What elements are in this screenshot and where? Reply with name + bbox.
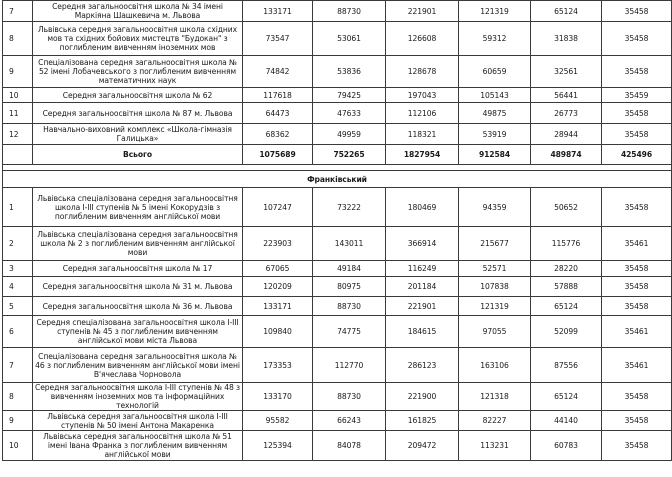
school-name: Львівська спеціалізована середня загальноосвітня школа І-ІІІ ступенів № 5 імені Кокорудзів з поглибленим вивченням англійської мови	[33, 188, 243, 227]
value-cell: 35458	[602, 277, 672, 297]
value-cell: 28944	[531, 124, 602, 145]
value-cell: 47633	[313, 103, 386, 124]
value-cell: 120209	[243, 277, 313, 297]
value-cell: 52571	[459, 261, 531, 277]
table-row	[3, 277, 672, 297]
row-number: 2	[3, 227, 33, 261]
value-cell: 221900	[386, 383, 459, 411]
value-cell: 121318	[459, 383, 531, 411]
total-value: 425496	[602, 145, 672, 165]
value-cell: 121319	[459, 297, 531, 316]
district-header-row	[3, 171, 672, 188]
row-number: 7	[3, 1, 33, 22]
row-number: 12	[3, 124, 33, 145]
row-number: 3	[3, 261, 33, 277]
table-row	[3, 431, 672, 461]
table-row	[3, 348, 672, 383]
value-cell: 88730	[313, 1, 386, 22]
value-cell: 60659	[459, 56, 531, 88]
value-cell: 121319	[459, 1, 531, 22]
value-cell: 161825	[386, 411, 459, 431]
row-number: 10	[3, 431, 33, 461]
value-cell: 65124	[531, 297, 602, 316]
school-name: Середня загальноосвітня школа № 87 м. Львова	[33, 103, 243, 124]
value-cell: 74842	[243, 56, 313, 88]
table-row	[3, 1, 672, 22]
school-name: Львівська спеціалізована середня загальноосвітня школа № 2 з поглибленим вивченням англійської мови	[33, 227, 243, 261]
value-cell: 35459	[602, 88, 672, 103]
value-cell: 209472	[386, 431, 459, 461]
value-cell: 65124	[531, 383, 602, 411]
value-cell: 221901	[386, 1, 459, 22]
value-cell: 50652	[531, 188, 602, 227]
value-cell: 107247	[243, 188, 313, 227]
value-cell: 35458	[602, 1, 672, 22]
table-row	[3, 316, 672, 348]
total-label: Всього	[33, 145, 243, 165]
value-cell: 31838	[531, 22, 602, 56]
value-cell: 105143	[459, 88, 531, 103]
row-number: 9	[3, 56, 33, 88]
total-row	[3, 145, 672, 165]
value-cell: 112770	[313, 348, 386, 383]
value-cell: 35458	[602, 383, 672, 411]
table-row	[3, 227, 672, 261]
value-cell: 173353	[243, 348, 313, 383]
value-cell: 180469	[386, 188, 459, 227]
value-cell: 49184	[313, 261, 386, 277]
value-cell: 286123	[386, 348, 459, 383]
row-number: 1	[3, 188, 33, 227]
value-cell: 35458	[602, 103, 672, 124]
value-cell: 44140	[531, 411, 602, 431]
value-cell: 107838	[459, 277, 531, 297]
row-number: 8	[3, 383, 33, 411]
value-cell: 113231	[459, 431, 531, 461]
value-cell: 126608	[386, 22, 459, 56]
school-name: Середня загальноосвітня школа № 34 імені Маркіяна Шашкевича м. Львова	[33, 1, 243, 22]
school-name: Середня загальноосвітня школа № 36 м. Львова	[33, 297, 243, 316]
row-number: 6	[3, 316, 33, 348]
value-cell: 59312	[459, 22, 531, 56]
value-cell: 94359	[459, 188, 531, 227]
value-cell: 117618	[243, 88, 313, 103]
school-name: Середня загальноосвітня школа І-ІІІ ступенів № 48 з вивченням іноземних мов та інформаційних технологій	[33, 383, 243, 411]
value-cell: 35458	[602, 22, 672, 56]
value-cell: 35458	[602, 297, 672, 316]
table-body	[3, 1, 672, 461]
row-number: 7	[3, 348, 33, 383]
table-row	[3, 383, 672, 411]
value-cell: 49959	[313, 124, 386, 145]
value-cell: 53919	[459, 124, 531, 145]
value-cell: 125394	[243, 431, 313, 461]
value-cell: 35458	[602, 188, 672, 227]
value-cell: 143011	[313, 227, 386, 261]
value-cell: 201184	[386, 277, 459, 297]
value-cell: 32561	[531, 56, 602, 88]
school-name: Середня загальноосвітня школа № 31 м. Львова	[33, 277, 243, 297]
value-cell: 215677	[459, 227, 531, 261]
value-cell: 223903	[243, 227, 313, 261]
value-cell: 97055	[459, 316, 531, 348]
district-name: Франківський	[3, 171, 672, 188]
table-row	[3, 411, 672, 431]
value-cell: 28220	[531, 261, 602, 277]
value-cell: 115776	[531, 227, 602, 261]
value-cell: 35461	[602, 227, 672, 261]
total-value: 1827954	[386, 145, 459, 165]
value-cell: 82227	[459, 411, 531, 431]
value-cell: 60783	[531, 431, 602, 461]
budget-table	[2, 0, 672, 461]
value-cell: 74775	[313, 316, 386, 348]
value-cell: 133170	[243, 383, 313, 411]
school-name: Спеціалізована середня загальноосвітня школа № 52 імені Лобачевського з поглибленим вивченням математичних наук	[33, 56, 243, 88]
value-cell: 133171	[243, 1, 313, 22]
value-cell: 52099	[531, 316, 602, 348]
value-cell: 95582	[243, 411, 313, 431]
school-name: Львівська середня загальноосвітня школа східних мов та східних бойових мистецтв "Будокан" з поглибленим вивченням іноземних мов	[33, 22, 243, 56]
table-row	[3, 297, 672, 316]
total-value: 912584	[459, 145, 531, 165]
value-cell: 53836	[313, 56, 386, 88]
row-number: 5	[3, 297, 33, 316]
value-cell: 133171	[243, 297, 313, 316]
value-cell: 118321	[386, 124, 459, 145]
table-row	[3, 22, 672, 56]
value-cell: 116249	[386, 261, 459, 277]
value-cell: 35458	[602, 431, 672, 461]
total-value: 752265	[313, 145, 386, 165]
total-value: 489874	[531, 145, 602, 165]
value-cell: 79425	[313, 88, 386, 103]
value-cell: 84078	[313, 431, 386, 461]
school-name: Спеціалізована середня загальноосвітня школа № 46 з поглибленим вивченням англійської мови імені В'ячеслава Чорновола	[33, 348, 243, 383]
value-cell: 56441	[531, 88, 602, 103]
value-cell: 80975	[313, 277, 386, 297]
value-cell: 66243	[313, 411, 386, 431]
table-row	[3, 88, 672, 103]
value-cell: 26773	[531, 103, 602, 124]
value-cell: 88730	[313, 297, 386, 316]
value-cell: 109840	[243, 316, 313, 348]
table-row	[3, 188, 672, 227]
value-cell: 366914	[386, 227, 459, 261]
value-cell: 64473	[243, 103, 313, 124]
value-cell: 163106	[459, 348, 531, 383]
school-name: Середня спеціалізована загальноосвітня школа І-ІІІ ступенів № 45 з поглибленим вивченням англійської мови міста Львова	[33, 316, 243, 348]
row-number: 10	[3, 88, 33, 103]
row-number: 11	[3, 103, 33, 124]
total-value: 1075689	[243, 145, 313, 165]
value-cell: 73547	[243, 22, 313, 56]
school-name: Львівська середня загальноосвітня школа І-ІІІ ступенів № 50 імені Антона Макаренка	[33, 411, 243, 431]
value-cell: 49875	[459, 103, 531, 124]
empty-cell	[3, 145, 33, 165]
value-cell: 35461	[602, 316, 672, 348]
value-cell: 35458	[602, 411, 672, 431]
value-cell: 53061	[313, 22, 386, 56]
school-name: Середня загальноосвітня школа № 62	[33, 88, 243, 103]
row-number: 8	[3, 22, 33, 56]
row-number: 4	[3, 277, 33, 297]
value-cell: 128678	[386, 56, 459, 88]
value-cell: 87556	[531, 348, 602, 383]
value-cell: 221901	[386, 297, 459, 316]
school-name: Навчально-виховний комплекс «Школа-гімназія Галицька»	[33, 124, 243, 145]
table-row	[3, 261, 672, 277]
value-cell: 197043	[386, 88, 459, 103]
school-name: Львівська середня загальноосвітня школа № 51 імені Івана Франка з поглибленим вивченням англійської мови	[33, 431, 243, 461]
value-cell: 57888	[531, 277, 602, 297]
value-cell: 35458	[602, 261, 672, 277]
value-cell: 184615	[386, 316, 459, 348]
value-cell: 73222	[313, 188, 386, 227]
value-cell: 65124	[531, 1, 602, 22]
value-cell: 88730	[313, 383, 386, 411]
value-cell: 35458	[602, 56, 672, 88]
value-cell: 35461	[602, 348, 672, 383]
table-row	[3, 124, 672, 145]
value-cell: 112106	[386, 103, 459, 124]
row-number: 9	[3, 411, 33, 431]
value-cell: 35458	[602, 124, 672, 145]
value-cell: 68362	[243, 124, 313, 145]
table-row	[3, 103, 672, 124]
table-row	[3, 56, 672, 88]
school-name: Середня загальноосвітня школа № 17	[33, 261, 243, 277]
value-cell: 67065	[243, 261, 313, 277]
